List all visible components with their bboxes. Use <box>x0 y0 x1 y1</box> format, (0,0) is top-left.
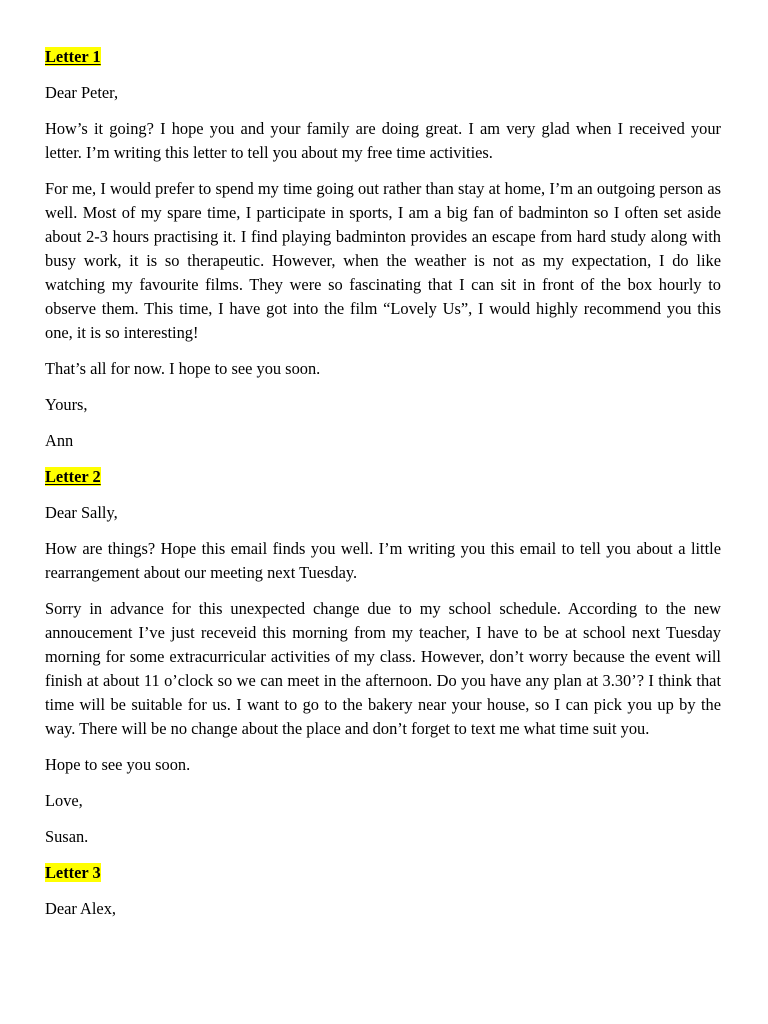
letter-1-paragraph-2: For me, I would prefer to spend my time going out rather than stay at home, I’m an outgoing person as well. Most of my spare time, I participate in sports, I am a big fan of badminton so I often set aside about 2-3 hours practising it. I find playing badminton provides an escape from hard study along with busy work, it is so therapeutic. However, when the weather is not as my expectation, I do like watching my favourite films. They were so fascinating that I can sit in front of the box hourly to observe them. This time, I have got into the film “Lovely Us”, I would highly recommend you this one, it is so interesting! <box>45 179 721 342</box>
letter-1-paragraph-3: That’s all for now. I hope to see you soon. <box>45 359 321 378</box>
letter-1-paragraph-1: How’s it going? I hope you and your family are doing great. I am very glad when I received your letter. I’m writing this letter to tell you about my free time activities. <box>45 119 721 162</box>
letter-1-greeting: Dear Peter, <box>45 83 119 102</box>
letter-2-paragraph-2: Sorry in advance for this unexpected change due to my school schedule. According to the new annoucement I’ve just receveid this morning from my teacher, I have to be at school next Tuesday morning for some extracurricular activities of my class. However, don’t worry because the event will finish at about 11 o’clock so we can meet in the afternoon. Do you have any plan at 3.30’? I think that time will be suitable for us. I want to go to the bakery near your house, so I can pick you up by the way. There will be no change about the place and don’t forget to text me what time suit you. <box>45 599 721 738</box>
letter-3-greeting: Dear Alex, <box>45 899 116 918</box>
letter-1-heading <box>45 45 721 69</box>
letter-2-heading-text: Letter 2 <box>45 467 101 486</box>
document-body <box>45 45 721 933</box>
letter-2-paragraph-3: Hope to see you soon. <box>45 755 191 774</box>
letter-2-heading <box>45 465 721 489</box>
letter-1-signature: Ann <box>45 431 74 450</box>
letter-2-closing: Love, <box>45 791 83 810</box>
letter-1-heading-text: Letter 1 <box>45 47 101 66</box>
letter-3-heading-text: Letter 3 <box>45 863 101 882</box>
letter-3-heading <box>45 861 721 885</box>
letter-2-signature: Susan. <box>45 827 89 846</box>
letter-2-greeting: Dear Sally, <box>45 503 118 522</box>
letter-1-closing: Yours, <box>45 395 88 414</box>
letter-2-paragraph-1: How are things? Hope this email finds you well. I’m writing you this email to tell you about a little rearrangement about our meeting next Tuesday. <box>45 539 721 582</box>
